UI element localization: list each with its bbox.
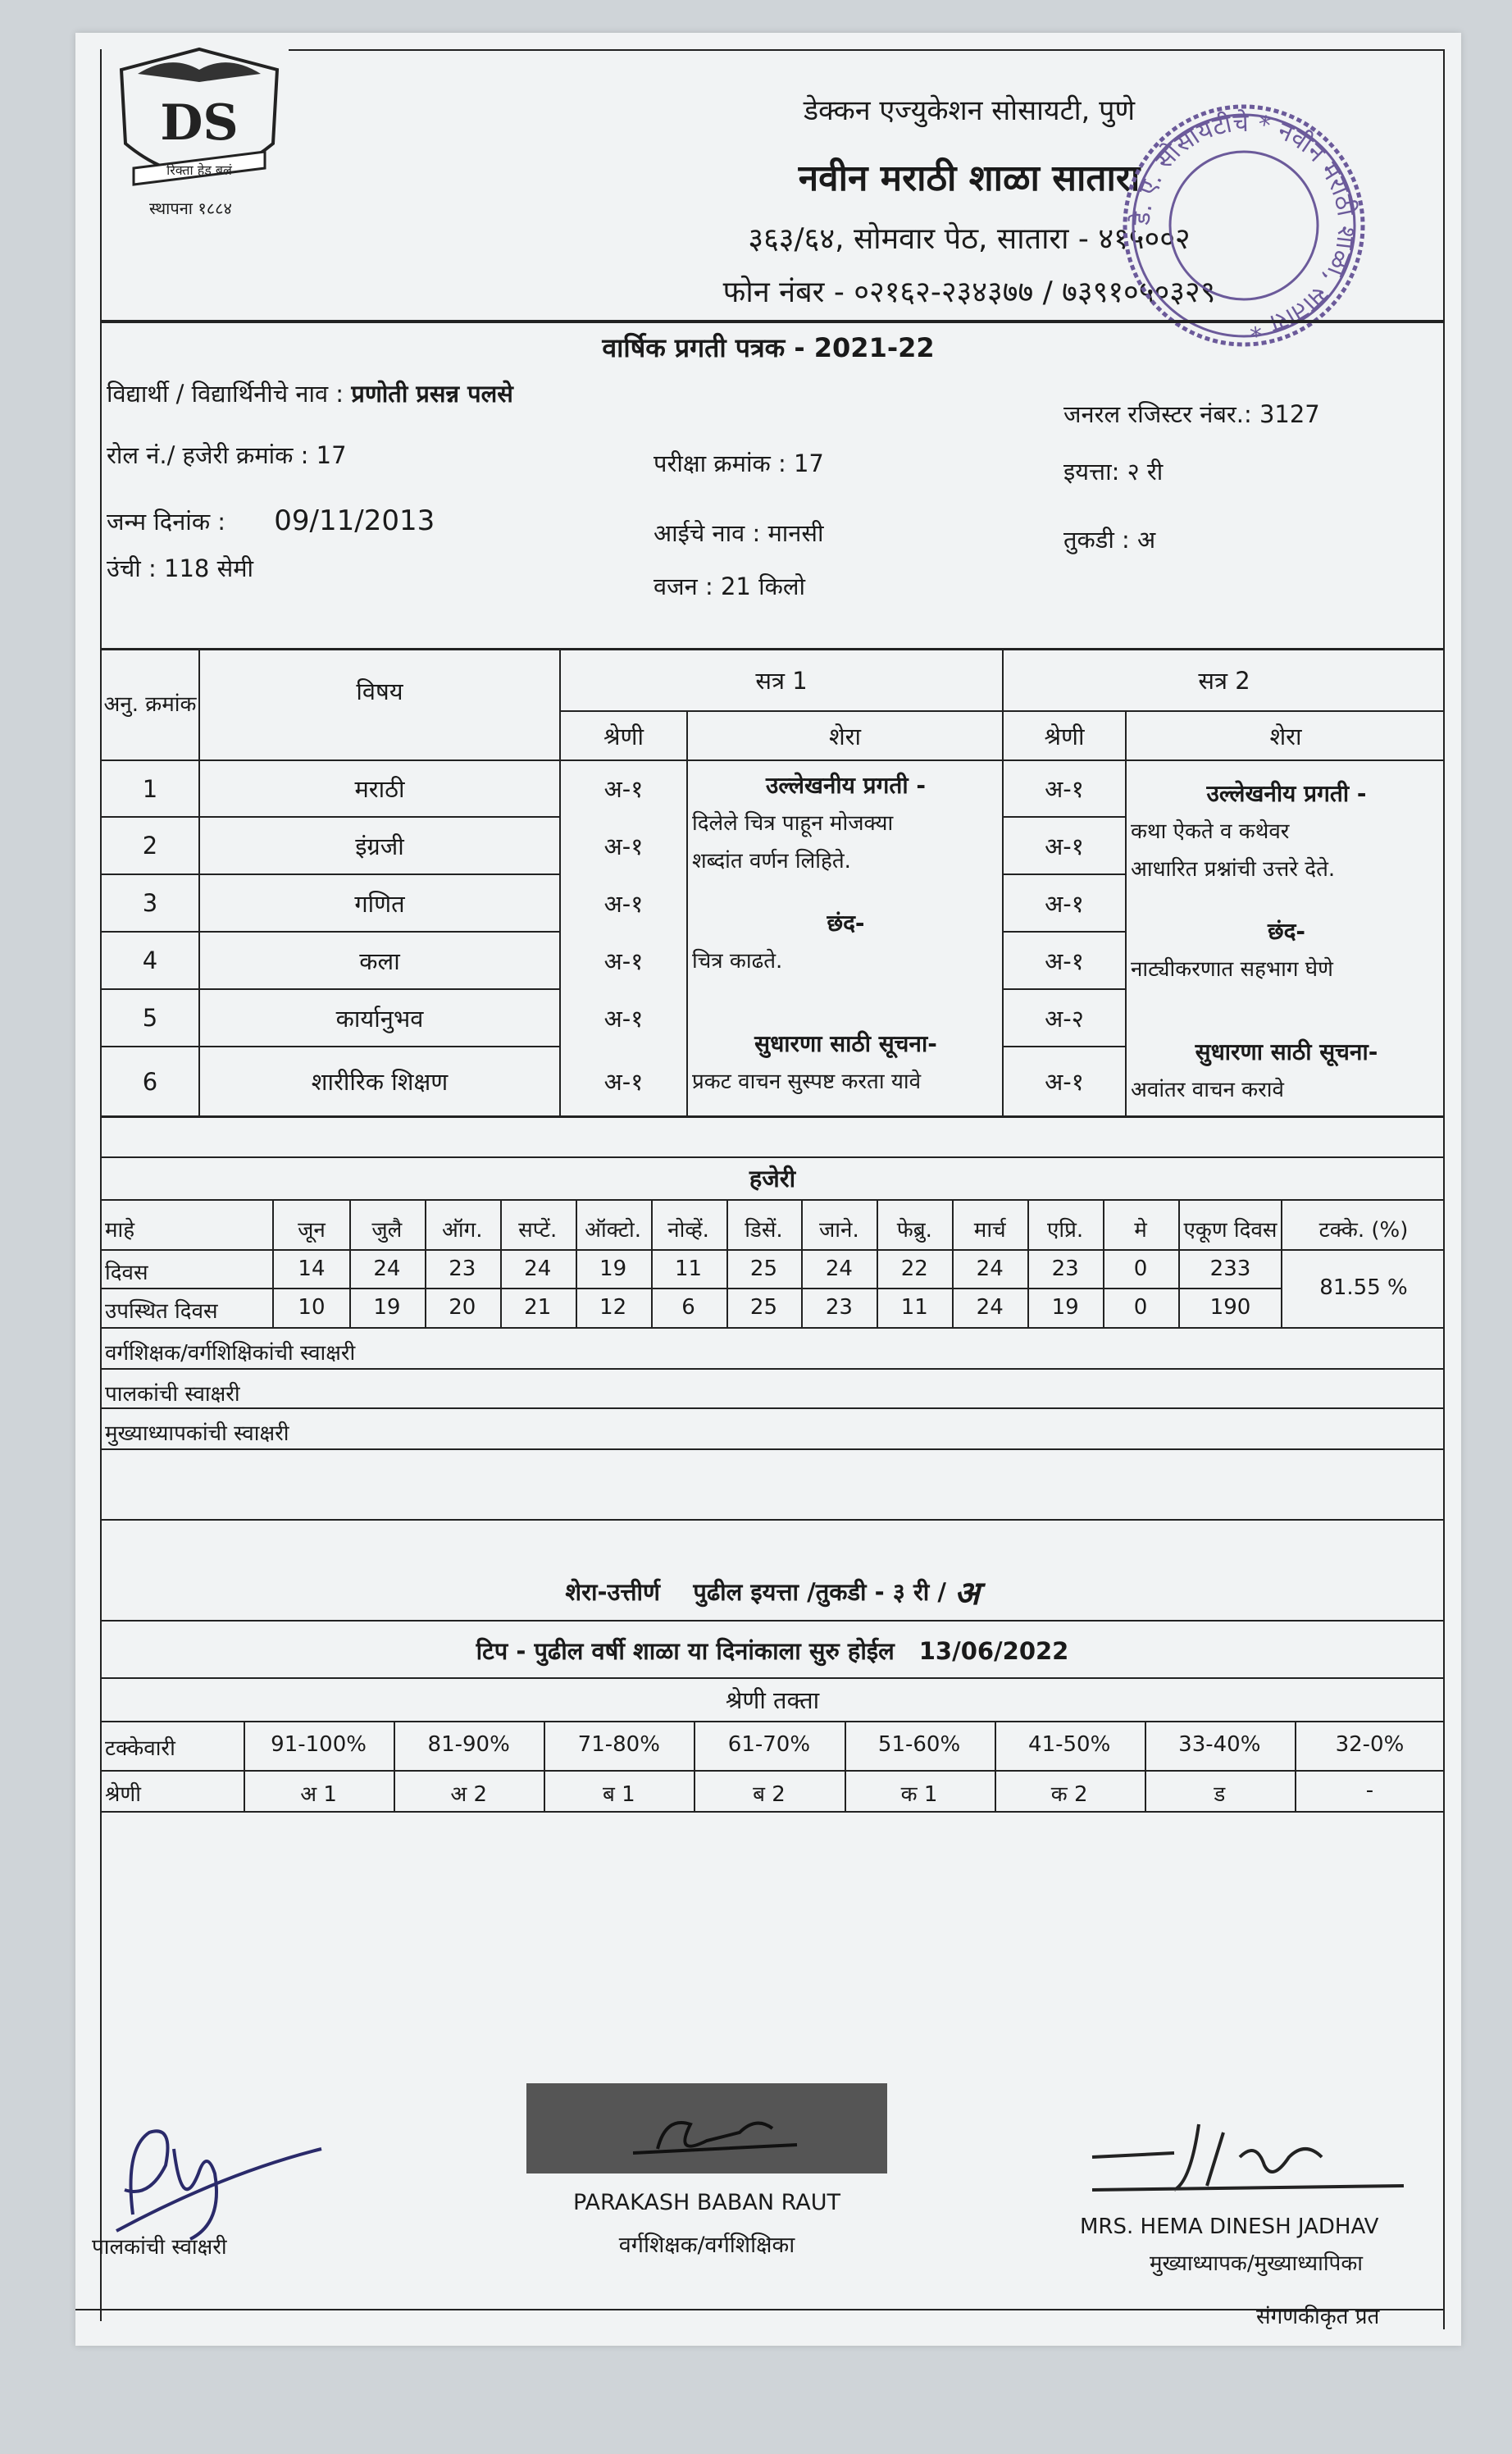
copy-note: संगणकीकृत प्रत	[1256, 2305, 1380, 2329]
scale-grade-cell: ड	[1214, 1782, 1226, 1807]
parent-signature-label: पालकांची स्वाक्षरी	[92, 2235, 227, 2260]
row4-grade1: अ-१	[603, 946, 644, 975]
sem2-header: सत्र 2	[1198, 666, 1250, 695]
present-cell: 11	[900, 1295, 928, 1320]
present-cell: 12	[599, 1295, 627, 1320]
scale-grade-cell: ब 1	[602, 1782, 635, 1807]
col-sr-header: अनु. क्रमांक	[103, 692, 197, 717]
days-label: दिवस	[105, 1261, 148, 1285]
std-value: २ री	[1127, 458, 1164, 486]
month-cell: डिसें.	[745, 1218, 783, 1243]
roll-value: 17	[316, 441, 347, 469]
total-days: 233	[1209, 1257, 1251, 1281]
sem2-grade-header: श्रेणी	[1044, 722, 1085, 750]
row4-grade2: अ-१	[1045, 946, 1084, 975]
header-divider	[100, 320, 1445, 323]
std-row	[1063, 455, 1163, 487]
row2-grade1: अ-१	[603, 832, 644, 860]
days-cell: 11	[674, 1257, 703, 1281]
height-label: उंची :	[107, 554, 157, 582]
note-date: 13/06/2022	[918, 1636, 1069, 1665]
row1-grade2: अ-१	[1045, 775, 1084, 803]
dob-row	[107, 504, 435, 537]
result-line	[100, 1567, 1445, 1616]
result-h1	[100, 1620, 1445, 1622]
present-cell: 6	[681, 1295, 695, 1320]
height-value: 118 सेमी	[164, 554, 254, 582]
row2-grade2: अ-१	[1045, 832, 1084, 860]
row1-sr: 1	[142, 774, 158, 803]
days-cell: 24	[524, 1257, 552, 1281]
row6-subject: शारीरिक शिक्षण	[311, 1068, 449, 1096]
row3-grade1: अ-१	[603, 889, 644, 918]
row1-grade1: अ-१	[603, 775, 644, 803]
principal-sign-row: मुख्याध्यापकांची स्वाक्षरी	[105, 1421, 289, 1446]
student-name: प्रणोती प्रसन्न पलसे	[351, 380, 513, 408]
scale-range-cell: 32-0%	[1335, 1732, 1405, 1757]
parent-signature	[100, 2100, 330, 2247]
row6-sr: 6	[142, 1067, 158, 1096]
teacher-name: PARAKASH BABAN RAUT	[572, 2189, 841, 2215]
sig-h2	[100, 1407, 1445, 1409]
row4-subject: कला	[359, 946, 400, 975]
days-cell: 0	[1133, 1257, 1148, 1281]
exam-label: परीक्षा क्रमांक :	[654, 449, 786, 477]
scale-range-cell: 33-40%	[1178, 1732, 1261, 1757]
mother-label: आईचे नाव :	[654, 519, 761, 547]
grades-v3	[686, 710, 688, 1115]
sem2-improve-heading: सुधारणा साठी सूचना-	[1195, 1038, 1378, 1065]
days-cell: 22	[900, 1257, 928, 1281]
logo-motto: रिक्ता हेड बलं	[166, 162, 232, 178]
logo-established: स्थापना १८८४	[149, 198, 232, 218]
present-cell: 10	[298, 1295, 326, 1320]
scale-grade-cell: अ 1	[300, 1782, 337, 1807]
row5-grade2: अ-२	[1045, 1004, 1084, 1033]
sem2-progress-line1: कथा ऐकते व कथेवर	[1131, 819, 1290, 844]
attendance-title: हजेरी	[749, 1164, 796, 1193]
sem1-improve-heading: सुधारणा साठी सूचना-	[754, 1030, 937, 1057]
month-cell: मार्च	[973, 1218, 1006, 1243]
scale-range-cell: 51-60%	[877, 1732, 961, 1757]
present-cell: 0	[1133, 1295, 1148, 1320]
weight-label: वजन :	[654, 572, 713, 600]
sig-h4	[100, 1519, 1445, 1521]
scale-pct-label: टक्केवारी	[105, 1736, 175, 1761]
result-division: अ	[954, 1573, 980, 1612]
att-h2	[100, 1249, 1445, 1251]
scale-title: श्रेणी तक्ता	[725, 1686, 820, 1714]
present-cell: 20	[449, 1295, 476, 1320]
std-label: इयत्ता:	[1063, 458, 1120, 486]
gr-row	[1063, 398, 1320, 430]
height-row	[107, 552, 253, 584]
div-value: अ	[1137, 526, 1156, 554]
gr-value: 3127	[1259, 400, 1320, 428]
row1-subject: मराठी	[354, 775, 405, 803]
month-cell: नोव्हें.	[667, 1218, 709, 1243]
scale-range-cell: 61-70%	[727, 1732, 811, 1757]
row2-sr: 2	[142, 832, 158, 860]
month-cell: फेब्रु.	[896, 1218, 932, 1243]
student-name-row	[107, 377, 513, 409]
sem1-hobby: चित्र काढते.	[692, 949, 783, 974]
month-cell: जुलै	[371, 1218, 403, 1243]
present-cell: 24	[976, 1295, 1004, 1320]
month-cell: मे	[1134, 1218, 1147, 1243]
scale-grade-cell: -	[1365, 1778, 1374, 1803]
weight-row	[654, 570, 805, 602]
months-label: माहे	[105, 1218, 135, 1243]
div-label: तुकडी :	[1063, 526, 1130, 554]
sem2-remarks	[1131, 775, 1442, 1109]
row5-grade1: अ-१	[603, 1004, 644, 1033]
days-cell: 24	[373, 1257, 401, 1281]
row5-subject: कार्यानुभव	[335, 1004, 424, 1033]
gr-label: जनरल रजिस्टर नंबर.:	[1063, 400, 1252, 428]
month-cell: ऑक्टो.	[585, 1218, 642, 1243]
present-cell: 21	[524, 1295, 552, 1320]
sem1-improve: प्रकट वाचन सुस्पष्ट करता यावे	[692, 1070, 922, 1094]
note-text: टिप - पुढील वर्षी शाळा या दिनांकाला सुरु होईल	[476, 1637, 895, 1665]
roll-label: रोल नं./ हजेरी क्रमांक :	[107, 441, 309, 469]
row5-sr: 5	[142, 1004, 158, 1032]
weight-value: 21 किलो	[720, 572, 806, 600]
student-name-label: विद्यार्थी / विद्यार्थिनीचे नाव :	[107, 380, 344, 408]
dob-label: जन्म दिनांक :	[107, 508, 226, 536]
scale-range-cell: 41-50%	[1028, 1732, 1111, 1757]
row2-subject: इंग्रजी	[355, 832, 404, 860]
principal-name: MRS. HEMA DINESH JADHAV	[1080, 2215, 1379, 2239]
sem1-grade-header: श्रेणी	[603, 722, 644, 750]
percent-value: 81.55 %	[1319, 1275, 1408, 1300]
row3-sr: 3	[142, 889, 158, 917]
scale-range-cell: 71-80%	[577, 1732, 660, 1757]
school-phone: फोन नंबर - ०२१६२-२३४३७७ / ७३९१०५०३२९	[722, 276, 1216, 309]
month-cell: एप्रि.	[1047, 1218, 1084, 1243]
days-cell: 23	[449, 1257, 476, 1281]
svg-text:डे. ए. सोसायटीचे * नवीन मराठी	[1127, 109, 1361, 342]
days-cell: 19	[599, 1257, 627, 1281]
total-label: एकूण दिवस	[1183, 1218, 1277, 1243]
parent-sign-row: पालकांची स्वाक्षरी	[105, 1382, 240, 1407]
sem2-hobby: नाट्यीकरणात सहभाग घेणे	[1131, 957, 1333, 982]
att-h4	[100, 1327, 1445, 1329]
stamp-text: डे. ए. सोसायटीचे * नवीन मराठी शाळा, सातारा *	[1127, 108, 1361, 342]
scale-grade-cell: क 2	[1050, 1782, 1088, 1807]
att-h1	[100, 1199, 1445, 1201]
teacher-signature	[526, 2083, 887, 2173]
row3-grade2: अ-१	[1045, 889, 1084, 918]
sem1-remark-header: शेरा	[828, 722, 862, 750]
svg-text:DS: DS	[160, 94, 239, 152]
school-stamp	[1117, 98, 1371, 353]
note-line	[100, 1628, 1445, 1673]
sem1-remarks	[692, 767, 1000, 1101]
sem1-progress-line2: शब्दांत वर्णन लिहिते.	[692, 849, 851, 873]
scale-grade-cell: क 1	[900, 1782, 938, 1807]
row4-sr: 4	[142, 946, 158, 974]
days-cell: 24	[825, 1257, 853, 1281]
month-cell: जून	[298, 1218, 326, 1243]
result-text: शेरा-उत्तीर्ण पुढील इयत्ता /तुकडी - ३ री /	[565, 1577, 947, 1606]
scale-grade-label: श्रेणी	[105, 1782, 141, 1807]
dob-value: 09/11/2013	[274, 504, 435, 537]
sig-h1	[100, 1368, 1445, 1370]
exam-row	[654, 447, 824, 479]
scale-h1	[100, 1721, 1445, 1722]
mother-value: मानसी	[767, 519, 824, 547]
sem2-improve: अवांतर वाचन करावे	[1131, 1078, 1284, 1102]
days-cell: 23	[1051, 1257, 1079, 1281]
grades-v5	[1125, 710, 1127, 1115]
month-cell: सप्टें.	[518, 1218, 558, 1243]
percent-label: टक्के. (%)	[1318, 1218, 1409, 1243]
school-name: नवीन मराठी शाळा सातारा	[798, 157, 1141, 199]
div-row	[1063, 523, 1155, 555]
scale-range-cell: 81-90%	[427, 1732, 510, 1757]
present-cell: 19	[1051, 1295, 1079, 1320]
scale-h3	[100, 1811, 1445, 1813]
mother-row	[654, 517, 824, 549]
col-subject-header: विषय	[356, 677, 403, 705]
present-cell: 19	[373, 1295, 401, 1320]
present-cell: 23	[825, 1295, 853, 1320]
scale-h2	[100, 1770, 1445, 1772]
row6-grade1: अ-१	[603, 1068, 644, 1096]
society-name: डेक्कन एज्युकेशन सोसायटी, पुणे	[803, 94, 1136, 127]
principal-role: मुख्याध्यापक/मुख्याध्यापिका	[1150, 2251, 1364, 2276]
row3-subject: गणित	[354, 889, 405, 918]
teacher-sign-row: वर्गशिक्षक/वर्गशिक्षिकांची स्वाक्षरी	[105, 1341, 356, 1366]
sig-h3	[100, 1448, 1445, 1450]
month-cell: जाने.	[818, 1218, 859, 1243]
sem1-hobby-heading: छंद-	[827, 910, 865, 937]
present-cell: 25	[749, 1295, 777, 1320]
teacher-signature-box	[526, 2083, 887, 2173]
principal-signature	[1076, 2108, 1420, 2206]
scale-grade-cell: ब 2	[753, 1782, 786, 1807]
result-h2	[100, 1677, 1445, 1679]
month-cell: ऑग.	[442, 1218, 483, 1243]
sem1-progress-heading: उल्लेखनीय प्रगती -	[766, 772, 926, 799]
sem2-hobby-heading: छंद-	[1267, 918, 1306, 945]
top-border	[289, 49, 1445, 51]
school-address: ३६३/६४, सोमवार पेठ, सातारा - ४१५००२	[748, 222, 1191, 256]
report-title: वार्षिक प्रगती पत्रक - 2021-22	[602, 332, 935, 363]
bottom-border	[75, 2309, 1445, 2310]
sem2-remark-header: शेरा	[1269, 722, 1302, 750]
days-cell: 25	[749, 1257, 777, 1281]
roll-row	[107, 439, 347, 471]
scale-range-cell: 91-100%	[271, 1732, 367, 1757]
report-card-sheet	[75, 33, 1461, 2346]
teacher-role: वर्गशिक्षक/वर्गशिक्षिका	[618, 2232, 795, 2258]
row6-grade2: अ-१	[1045, 1068, 1084, 1096]
sem1-header: सत्र 1	[755, 666, 808, 695]
total-present: 190	[1209, 1295, 1251, 1320]
exam-value: 17	[793, 449, 824, 477]
present-label: उपस्थित दिवस	[105, 1299, 218, 1324]
sem2-progress-heading: उल्लेखनीय प्रगती -	[1206, 780, 1367, 807]
grades-bottom	[100, 1115, 1445, 1118]
days-cell: 14	[298, 1257, 326, 1281]
sem1-progress-line1: दिलेले चित्र पाहून मोजक्या	[692, 811, 894, 836]
days-cell: 24	[976, 1257, 1004, 1281]
sem2-progress-line2: आधारित प्रश्नांची उत्तरे देते.	[1131, 857, 1336, 882]
school-logo	[105, 45, 294, 209]
scale-grade-cell: अ 2	[450, 1782, 488, 1807]
